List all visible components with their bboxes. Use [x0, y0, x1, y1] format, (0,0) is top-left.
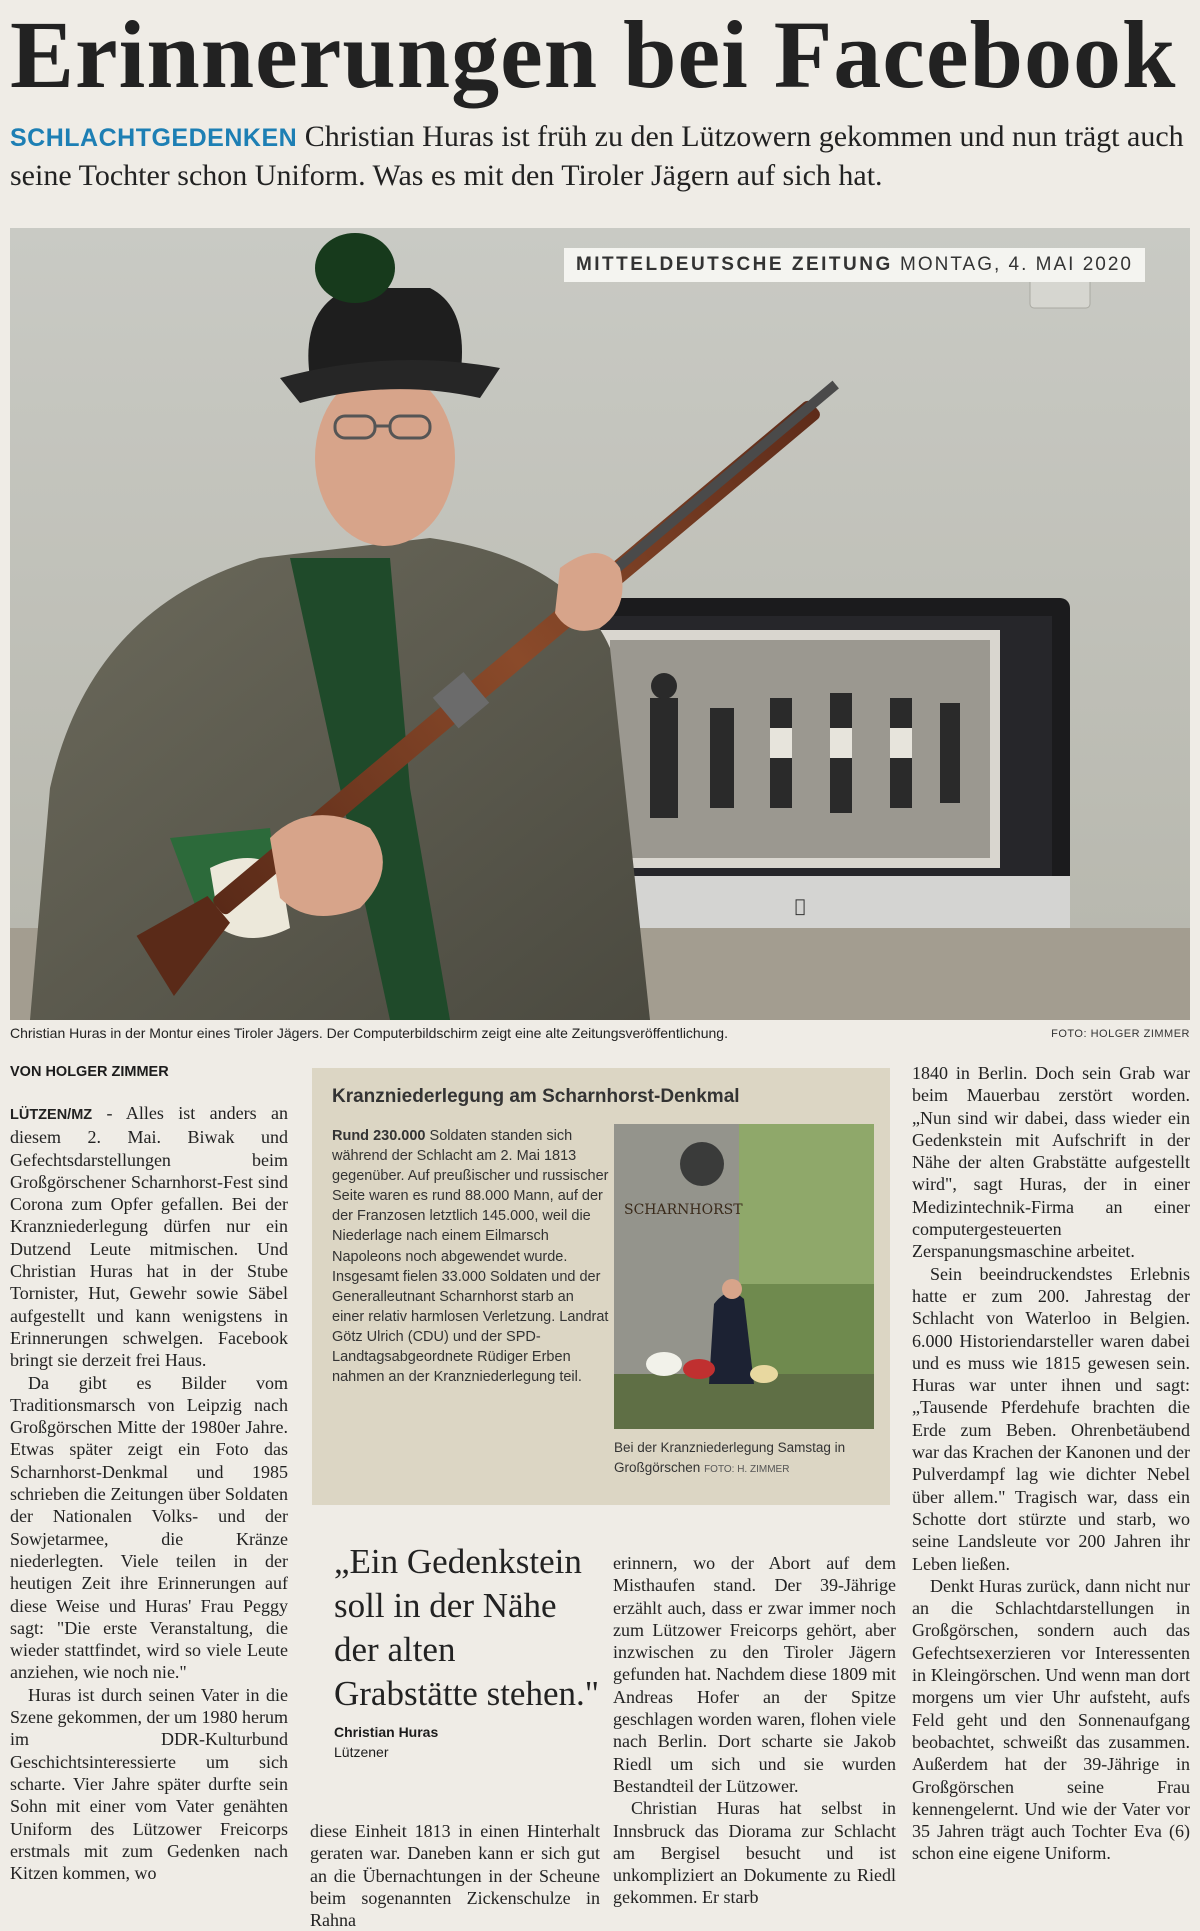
article-column-2 [310, 1820, 600, 1931]
headline: Erinnerungen bei Facebook [10, 1, 1177, 108]
paragraph [10, 1102, 288, 1372]
info-box-photo [614, 1124, 874, 1429]
monument-inscription: SCHARNHORST [624, 1202, 743, 1218]
paragraph: 1840 in Berlin. Doch sein Grab war beim Mauerbau zerstört worden. „Nun sind wir dabei, dass wieder ein Gedenkstein mit Aufschrift in der Nähe der alten Grabstätte aufgestellt wird", sagt Huras, der in einer Medizintechnik-Firma an einer computergesteuerten Zerspanungsmaschine arbeitet. [912, 1063, 1190, 1262]
photo-caption [10, 1025, 1190, 1041]
pull-quote-role: Lützener [334, 1744, 389, 1760]
svg-text: [795, 896, 806, 917]
article-column-4 [912, 1062, 1190, 1865]
paragraph: Da gibt es Bilder vom Traditionsmarsch von Leipzig nach Großgörschen Mitte der 1980er Jahre. Etwas später zeigt ein Foto das Scharnhorst-Denkmal und 1985 schrieben die Zeitungen über Soldaten der Nationalen Volks- und der Sowjetarmee, die Kränze niederlegten. Viele teilen in der heutigen Zeit ihre Erinnerungen auf diese Weise und Huras' Frau Peggy sagt: "Die erste Veranstaltung, die wieder stattfindet, wird so viele Leute anziehen, wie noch nie." [10, 1372, 288, 1683]
soldier-photo-illustration [10, 228, 1190, 1020]
paragraph-text: - Alles ist anders an diesem 2. Mai. Biwak und Gefechtsdarstellungen beim Großgörschener Scharnhorst-Fest sind Corona zum Opfer gefallen. Bei der Kranzniederlegung dürfen nur ein Dutzend Leute mitmischen. Und Christian Huras hat in der Stube Tornister, Hut, Gewehr sowie Säbel aufgestellt und kann wenigstens in Erinnerungen schwelgen. Facebook bringt sie derzeit frei Haus. [10, 1103, 288, 1371]
pull-quote: „Ein Gedenkstein soll in der Nähe der alten Grabstätte stehen." [334, 1542, 600, 1713]
deck-text: Christian Huras ist früh zu den Lützowern gekommen und nun trägt auch seine Tochter schon Uniform. Was es mit den Tiroler Jägern auf sich hat. [10, 120, 1184, 192]
dateline: LÜTZEN/MZ [10, 1107, 93, 1123]
paragraph: Christian Huras hat selbst in Innsbruck das Diorama zur Schlacht am Bergisel besucht und ist unkompliziert an Dokumente zu Riedl gekommen. Er starb [613, 1798, 896, 1908]
info-box-text [332, 1126, 610, 1387]
article-column-1 [10, 1102, 288, 1884]
paragraph: diese Einheit 1813 in einen Hinterhalt geraten war. Daneben kann er sich gut an die Übernachtungen in der Scheune beim sogenannten Zickenschulze in Rahna [310, 1821, 600, 1931]
masthead-date: MONTAG, 4. MAI 2020 [900, 254, 1133, 275]
monument-photo-illustration [614, 1124, 874, 1429]
info-box-photo-caption [614, 1438, 874, 1480]
photo-credit: FOTO: HOLGER ZIMMER [1051, 1028, 1190, 1040]
kicker: SCHLACHTGEDENKEN [10, 124, 298, 152]
paragraph: Denkt Huras zurück, dann nicht nur an die Schlachtdarstellungen in Großgörschen, sondern auch das Gefechtsexerzieren vor Interessenten in Kleingörschen. Und wenn man dort morgens um vier Uhr aufsteht, aufs Feld geht und den Sonnenaufgang beobachtet, schweißt das zusammen. Außerdem hat der 39-Jährige in Großgörschen seine Frau kennengelernt. Und wie der Vater vor 35 Jahren trägt auch Tochter Eva (6) schon eine eigene Uniform. [912, 1575, 1190, 1864]
byline: VON HOLGER ZIMMER [10, 1064, 169, 1080]
photo-caption-text: Christian Huras in der Montur eines Tiroler Jägers. Der Computerbildschirm zeigt eine alte Zeitungsveröffentlichung. [10, 1025, 728, 1041]
masthead-paper: MITTELDEUTSCHE ZEITUNG [575, 254, 893, 275]
info-box-lead: Rund 230.000 [332, 1128, 426, 1144]
info-box [312, 1068, 890, 1505]
pull-quote-name: Christian Huras [334, 1724, 439, 1740]
info-box-title: Kranzniederlegung am Scharnhorst-Denkmal [332, 1086, 740, 1107]
info-box-caption-text: Bei der Kranzniederlegung Samstag in Großgörschen [614, 1440, 846, 1475]
article-column-3 [613, 1552, 896, 1909]
info-box-photo-credit: FOTO: H. ZIMMER [704, 1464, 790, 1475]
main-photo [10, 228, 1190, 1020]
paragraph: Huras ist durch seinen Vater in die Szene gekommen, der um 1980 herum im DDR-Kulturbund Geschichtsinteressierte um sich scharte. Vier Jahre später durfte sein Sohn mit einer vom Vater genähten Uniform des Lützower Freicorps erstmals mit zum Gedenken nach Kitzen kommen, wo [10, 1684, 288, 1884]
deck [10, 118, 1185, 195]
paragraph: Sein beeindruckendstes Erlebnis hatte er zum 200. Jahrestag der Schlacht von Waterloo in Belgien. 6.000 Historiendarsteller waren dabei und es muss wie 1815 gewesen sein. Huras war unter ihnen und sagt: „Tausende Pferdehufe brachten die Erde zum Beben. Ohrenbetäubend war das Krachen der Kanonen und der Pulverdampf lag wie dichter Nebel über allem." Tragisch war, dass ein Schotte dort stürzte und starb, wo seine Landsleute vor 200 Jahren ihr Leben ließen. [912, 1263, 1190, 1574]
info-box-body: Soldaten standen sich während der Schlacht am 2. Mai 1813 gegenüber. Auf preußischer und russischer Seite waren es rund 88.000 Mann, auf der der Franzosen letztlich 145.000, weil die Niederlage nach einem Eilmarsch Napoleons noch abgewendet wurde. Insgesamt fielen 33.000 Soldaten und der Generalleutnant Scharnhorst starb an einer relativ harmlosen Verletzung. Landrat Götz Ulrich (CDU) und der SPD-Landtagsabgeordnete Rüdiger Erben nahmen an der Kranzniederlegung teil. [332, 1128, 609, 1386]
pull-quote-attribution [334, 1722, 438, 1762]
paragraph: erinnern, wo der Abort auf dem Misthaufen stand. Der 39-Jährige erzählt auch, dass er zwar immer noch zum Lützower Freicorps gehört, aber inzwischen zu den Tiroler Jägern gefunden hat. Nachdem diese 1809 mit Andreas Hofer an der Spitze geschlagen worden waren, flohen viele nach Berlin. Dort scharte sie Jakob Riedl um sich und sie wurden Bestandteil der Lützower. [613, 1553, 896, 1796]
masthead-stamp [564, 248, 1145, 282]
